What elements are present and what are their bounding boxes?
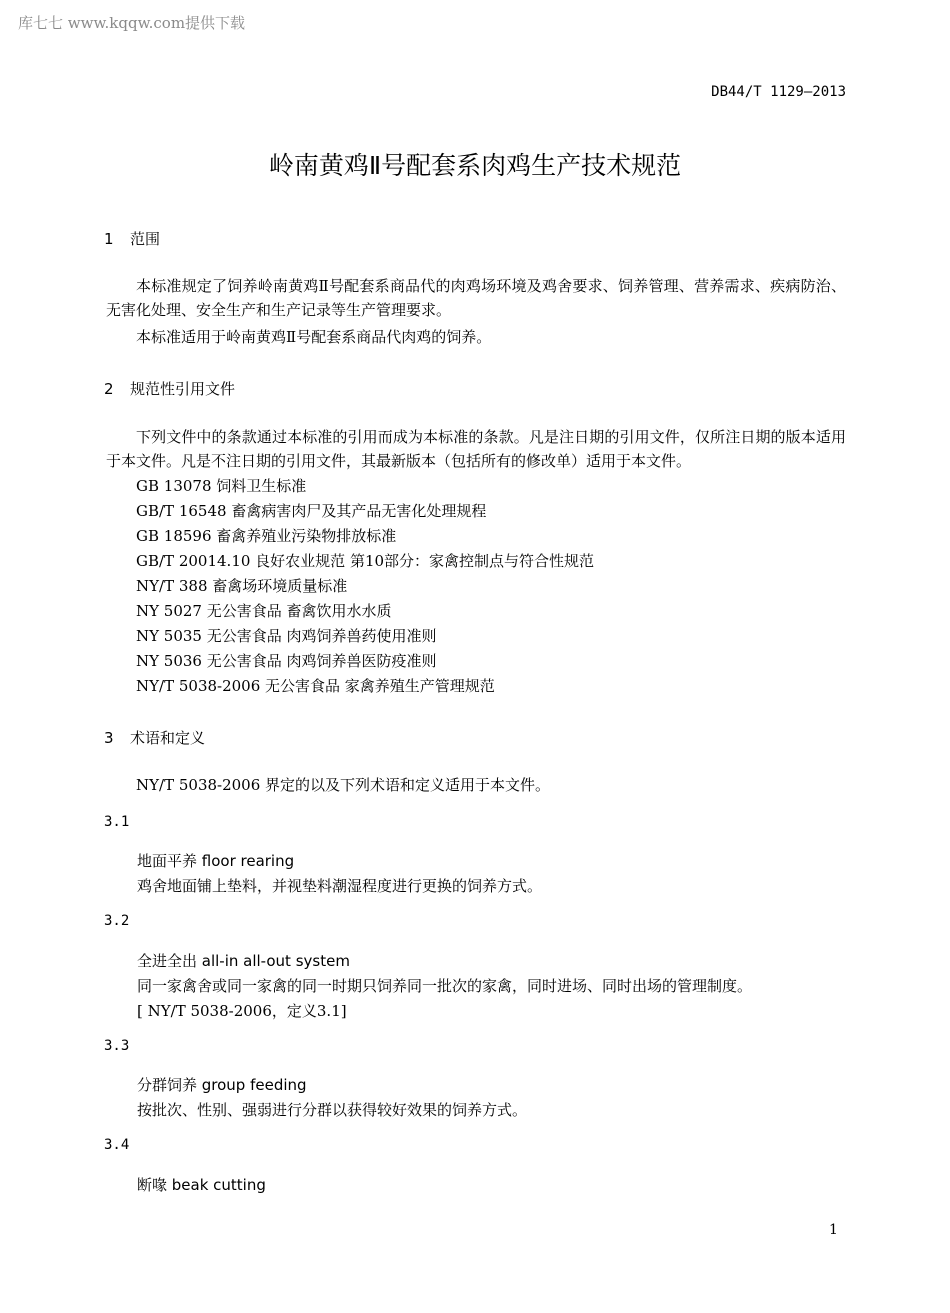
section-2-heading: [104, 378, 235, 399]
standard-code: DB44/T 1129—2013: [711, 84, 846, 100]
section-title: 范围: [130, 230, 161, 248]
reference-item: NY 5035 无公害食品 肉鸡饲养兽药使用准则: [136, 627, 437, 645]
reference-item: NY 5027 无公害食品 畜禽饮用水水质: [136, 602, 392, 620]
term-title: 全进全出 all-in all-out system: [137, 952, 350, 970]
section-number: 2: [104, 380, 114, 398]
reference-item: NY/T 388 畜禽场环境质量标准: [136, 577, 348, 595]
term-number: 3.2: [104, 913, 130, 929]
reference-item: GB 18596 畜禽养殖业污染物排放标准: [136, 527, 397, 545]
reference-item: GB/T 20014.10 良好农业规范 第10部分：家禽控制点与符合性规范: [136, 552, 595, 570]
page-number: 1: [829, 1222, 838, 1238]
term-number: 3.4: [104, 1137, 130, 1153]
reference-item: GB/T 16548 畜禽病害肉尸及其产品无害化处理规程: [136, 502, 487, 520]
section-number: 1: [104, 230, 114, 248]
term-definition: 同一家禽舍或同一家禽的同一时期只饲养同一批次的家禽，同时进场、同时出场的管理制度。: [137, 977, 753, 995]
reference-item: GB 13078 饲料卫生标准: [136, 477, 307, 495]
section-3-heading: [104, 727, 205, 748]
section-title: 术语和定义: [130, 729, 206, 747]
section-1-paragraph-2: 本标准适用于岭南黄鸡Ⅱ号配套系商品代肉鸡的饲养。: [136, 328, 492, 346]
term-number: 3.3: [104, 1038, 130, 1054]
reference-item: NY 5036 无公害食品 肉鸡饲养兽医防疫准则: [136, 652, 437, 670]
term-definition: 按批次、性别、强弱进行分群以获得较好效果的饲养方式。: [137, 1101, 528, 1119]
term-title: 地面平养 floor rearing: [137, 852, 295, 870]
term-definition: 鸡舍地面铺上垫料，并视垫料潮湿程度进行更换的饲养方式。: [137, 877, 543, 895]
term-number: 3.1: [104, 814, 130, 830]
watermark: 库七七 www.kqqw.com提供下载: [18, 14, 246, 32]
section-number: 3: [104, 729, 114, 747]
section-1-paragraph-1: 本标准规定了饲养岭南黄鸡Ⅱ号配套系商品代的肉鸡场环境及鸡舍要求、饲养管理、营养需求、疾病防治、无害化处理、安全生产和生产记录等生产管理要求。: [106, 277, 846, 319]
term-source: [ NY/T 5038-2006，定义3.1]: [137, 1002, 347, 1020]
reference-item: NY/T 5038-2006 无公害食品 家禽养殖生产管理规范: [136, 677, 495, 695]
section-3-intro: NY/T 5038-2006 界定的以及下列术语和定义适用于本文件。: [136, 776, 551, 794]
term-title: 断喙 beak cutting: [137, 1176, 266, 1194]
section-1-heading: [104, 228, 160, 249]
section-title: 规范性引用文件: [130, 380, 236, 398]
section-2-paragraph: 下列文件中的条款通过本标准的引用而成为本标准的条款。凡是注日期的引用文件，仅所注日期的版本适用于本文件。凡是不注日期的引用文件，其最新版本（包括所有的修改单）适用于本文件。: [106, 428, 846, 470]
term-title: 分群饲养 group feeding: [137, 1076, 307, 1094]
document-title: 岭南黄鸡Ⅱ号配套系肉鸡生产技术规范: [268, 151, 682, 180]
